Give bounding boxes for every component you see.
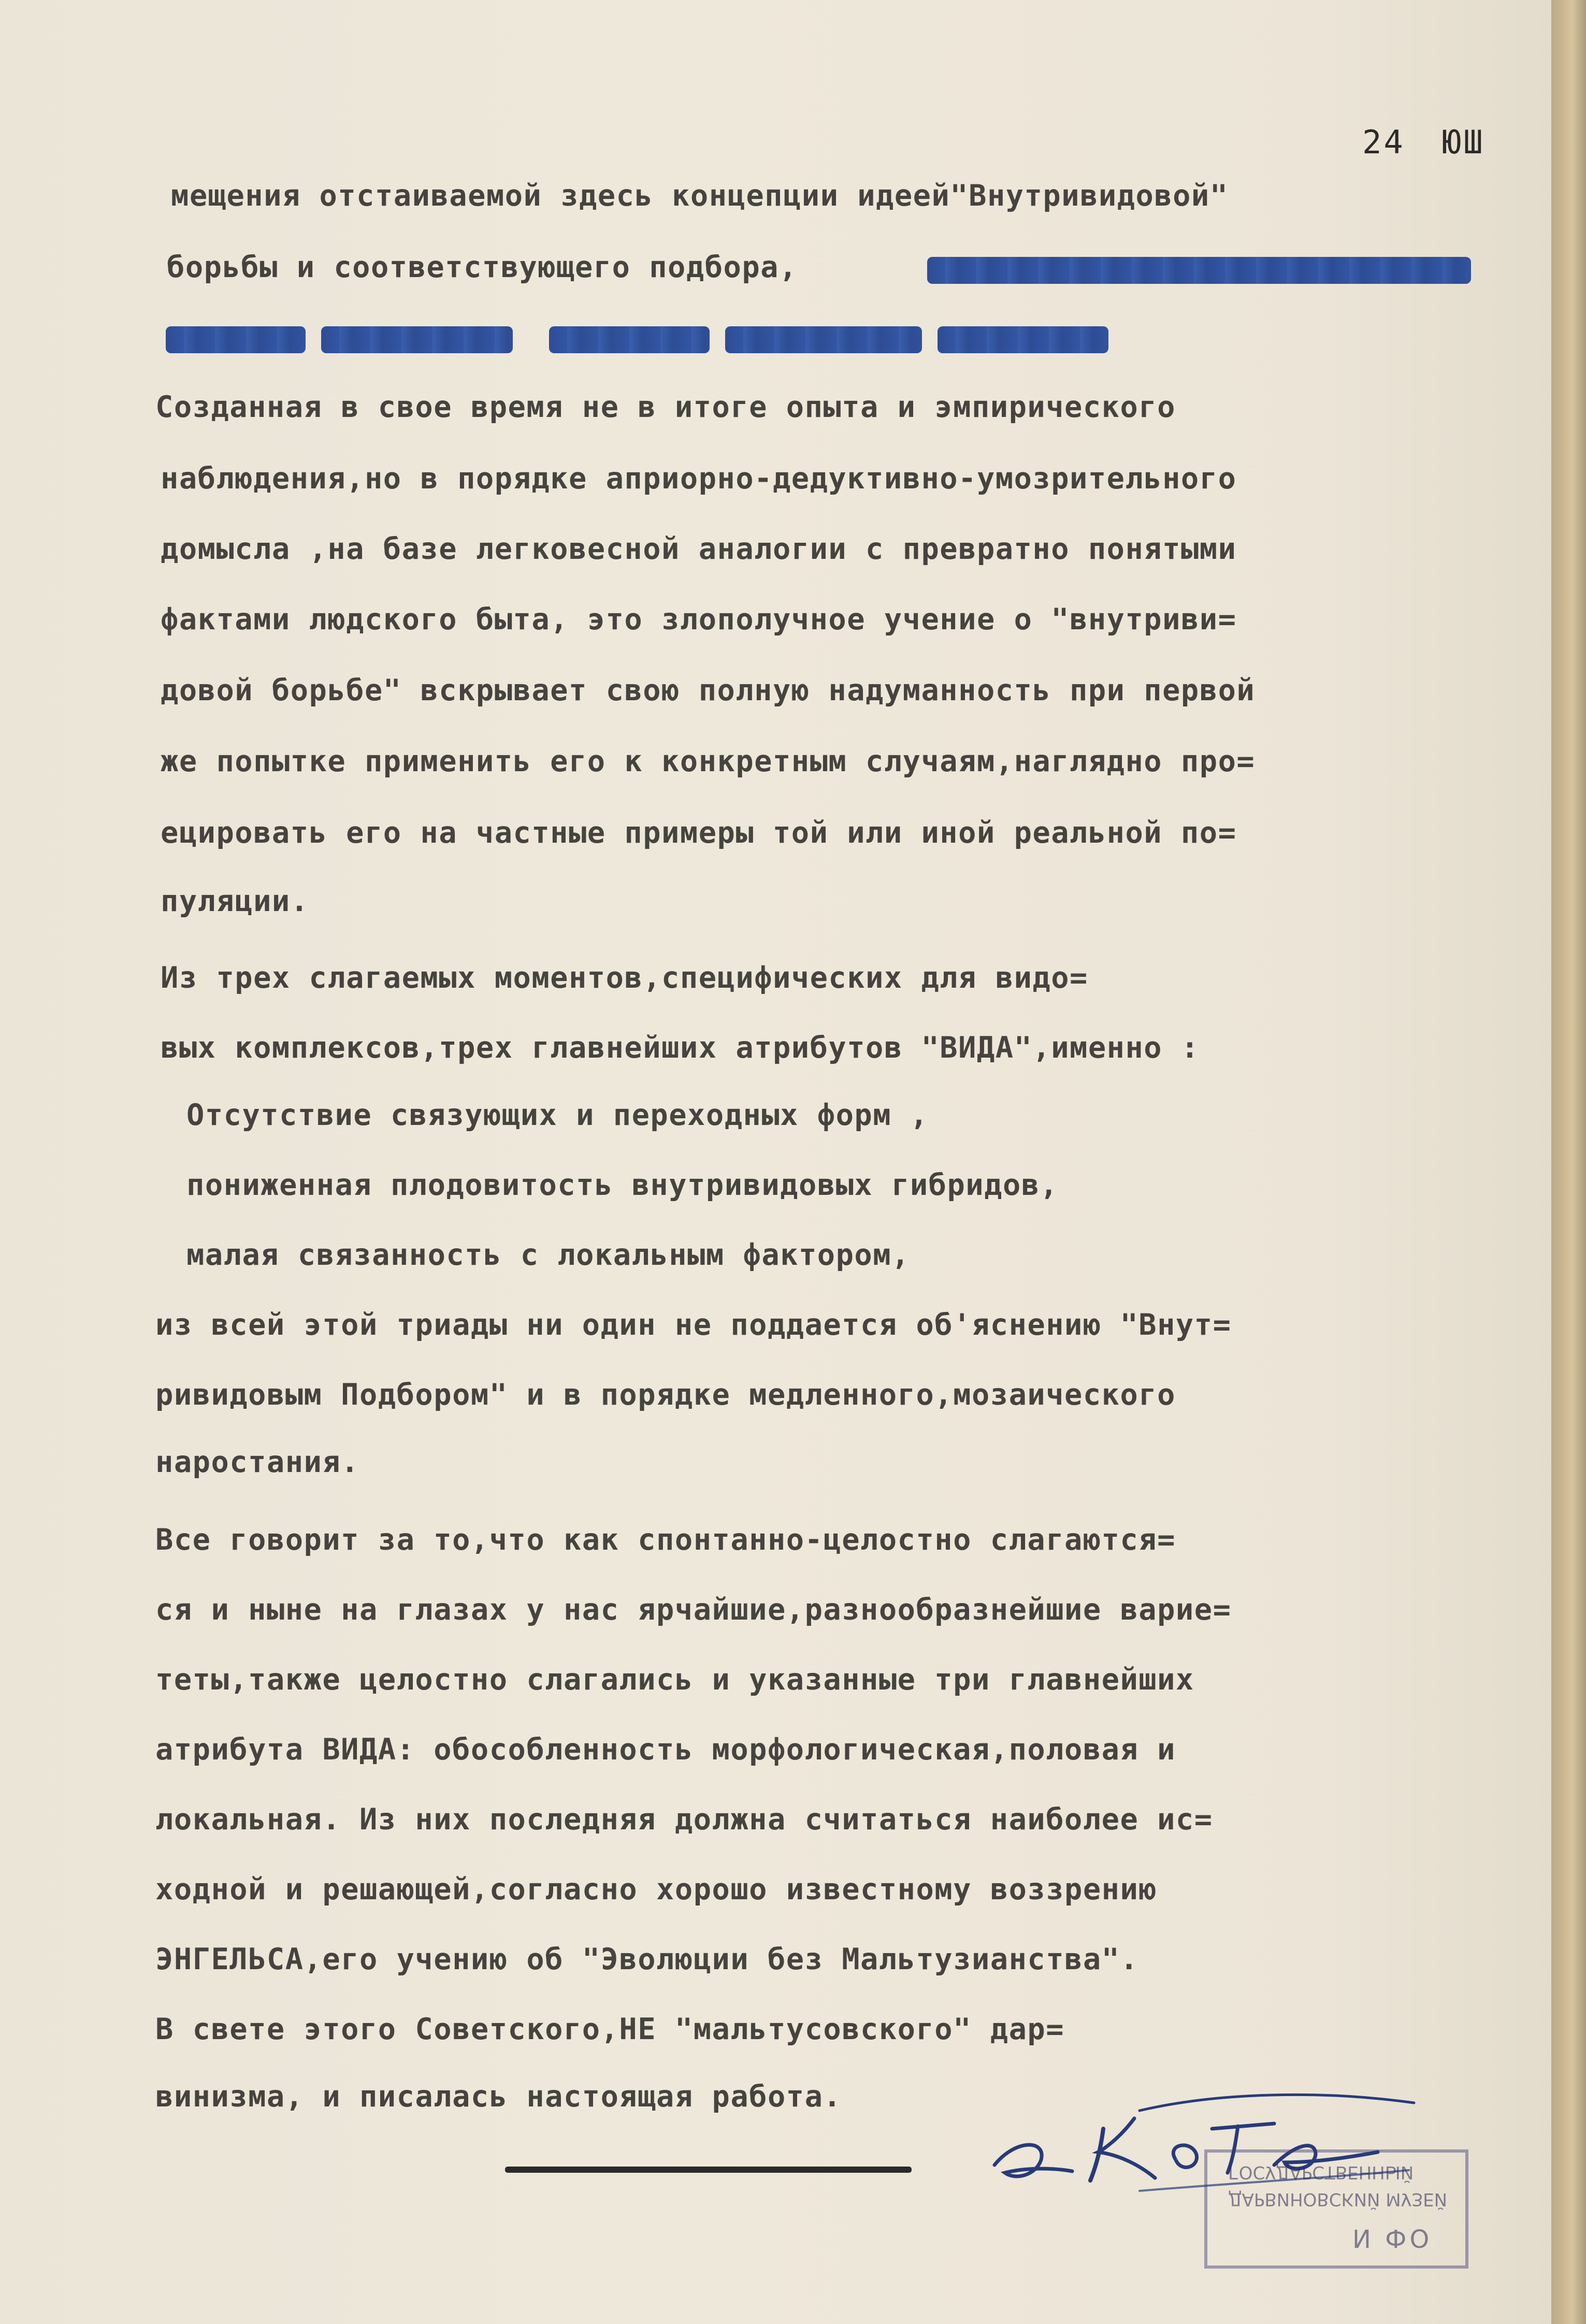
text-line: довой борьбе" вскрывает свою полную надуманность при первой	[161, 673, 1256, 708]
page-number-value: 24	[1362, 123, 1405, 161]
text-line: атрибута ВИДА: обособленность морфологическая,половая и	[155, 1733, 1176, 1767]
museum-stamp	[1204, 2149, 1468, 2269]
ink-strikethrough	[938, 326, 1108, 353]
stamp-line: И ФО	[1352, 2225, 1433, 2254]
text-line: домысла ,на базе легковесной аналогии с превратно понятыми	[161, 532, 1237, 566]
text-line: пуляции.	[161, 884, 309, 918]
text-line: из всей этой триады ни один не поддается об'яснению "Внут=	[155, 1308, 1232, 1342]
text-line: пониженная плодовитость внутривидовых гибридов,	[186, 1168, 1059, 1202]
paper-edge	[1551, 0, 1586, 2324]
stamp-line: ДАРВИНОВСКИЙ МУЗЕЙ	[1228, 2189, 1448, 2210]
page-number-mark: ЮШ	[1441, 123, 1485, 161]
text-line: ецировать его на частные примеры той или иной реальной по=	[161, 816, 1237, 850]
closing-rule	[505, 2167, 912, 2173]
ink-strikethrough	[549, 326, 710, 353]
text-line: наростания.	[155, 1445, 359, 1479]
ink-strikethrough	[725, 326, 922, 353]
text-line: Все говорит за то,что как спонтанно-целостно слагаются=	[155, 1523, 1176, 1557]
text-line: Из трех слагаемых моментов,специфических для видо=	[161, 961, 1088, 995]
text-line: же попытке применить его к конкретным случаям,наглядно про=	[161, 744, 1256, 778]
text-line: Созданная в свое время не в итоге опыта и эмпирического	[155, 390, 1176, 424]
ink-strikethrough	[166, 326, 306, 353]
text-line: В свете этого Советского,НЕ "мальтусовского" дар=	[155, 2012, 1065, 2046]
text-line: Отсутствие связующих и переходных форм ,	[186, 1098, 929, 1132]
stamp-line: ГОСУДАРСТВЕННЫЙ	[1228, 2162, 1414, 2183]
text-line: мещения отстаиваемой здесь концепции идеей"Внутривидовой"	[171, 179, 1229, 213]
ink-strikethrough	[927, 257, 1471, 284]
text-line: винизма, и писалась настоящая работа.	[155, 2080, 842, 2114]
text-line: ривидовым Подбором" и в порядке медленного,мозаического	[155, 1378, 1176, 1412]
text-line: ЭНГЕЛЬСА,его учению об "Эволюции без Мальтузианства".	[155, 1942, 1139, 1976]
text-line: борьбы и соответствующего подбора,	[167, 250, 798, 284]
page-number	[1362, 123, 1485, 161]
text-line: малая связанность с локальным фактором,	[186, 1238, 910, 1272]
text-line: фактами людского быта, это злополучное учение о "внутриви=	[161, 602, 1237, 637]
text-line: ся и ныне на глазах у нас ярчайшие,разнообразнейшие варие=	[155, 1593, 1232, 1627]
text-line: ходной и решающей,согласно хорошо известному воззрению	[155, 1872, 1158, 1907]
text-line: локальная. Из них последняя должна считаться наиболее ис=	[155, 1802, 1213, 1837]
text-line: наблюдения,но в порядке априорно-дедуктивно-умозрительного	[161, 461, 1237, 496]
ink-strikethrough	[321, 326, 513, 353]
text-line: вых комплексов,трех главнейших атрибутов "ВИДА",именно :	[161, 1031, 1200, 1065]
text-line: теты,также целостно слагались и указанные три главнейших	[155, 1663, 1194, 1697]
